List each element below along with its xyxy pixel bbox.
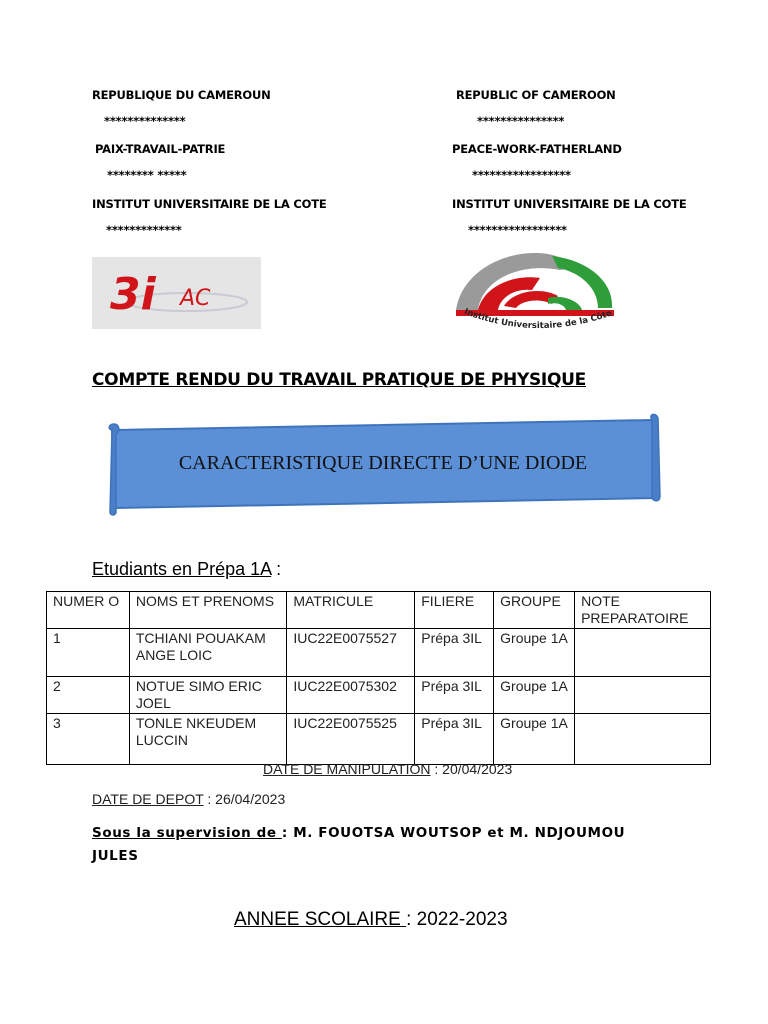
banner-title: CARACTERISTIQUE DIRECTE D’UNE DIODE [178, 452, 588, 474]
students-heading [92, 559, 281, 580]
table-cell: 1 [47, 629, 130, 677]
header-right-separator-1: *************** [477, 114, 565, 128]
table-cell: IUC22E0075302 [287, 677, 415, 714]
table-cell [575, 629, 711, 677]
manipulation-date [263, 761, 512, 777]
iuc-logo-text: Institut Universitaire de la Côte [462, 306, 614, 332]
header-right-motto: PEACE-WORK-FATHERLAND [452, 142, 622, 156]
students-heading-suffix: : [271, 559, 282, 579]
table-cell [575, 714, 711, 765]
header-right-separator-3: ***************** [468, 223, 567, 237]
header-right-institution: INSTITUT UNIVERSITAIRE DE LA COTE [452, 197, 687, 211]
depot-date-label: DATE DE DEPOT [92, 791, 204, 807]
column-header-note: NOTE PREPARATOIRE [575, 592, 711, 629]
table-cell: IUC22E0075527 [287, 629, 415, 677]
header-right-country: REPUBLIC OF CAMEROON [456, 88, 616, 102]
table-cell: Prépa 3IL [415, 677, 494, 714]
manipulation-date-value: : 20/04/2023 [430, 761, 513, 777]
depot-date-value: : 26/04/2023 [203, 791, 286, 807]
column-header-filiere: FILIERE [415, 592, 494, 629]
iuc-logo [448, 246, 618, 342]
header-left-separator-3: ************* [106, 223, 182, 237]
table-header-row [47, 592, 711, 629]
table-cell: TCHIANI POUAKAM ANGE LOIC [129, 629, 286, 677]
students-table [46, 591, 711, 765]
column-header-groupe: GROUPE [494, 592, 575, 629]
column-header-numero: NUMER O [47, 592, 130, 629]
academic-year-label: ANNEE SCOLAIRE [234, 909, 407, 930]
table-cell: IUC22E0075525 [287, 714, 415, 765]
header-left-separator-1: ************** [104, 114, 186, 128]
table-row [47, 677, 711, 714]
students-heading-label: Etudiants en Prépa 1A [92, 559, 272, 579]
table-cell: TONLE NKEUDEM LUCCIN [129, 714, 286, 765]
table-cell: Groupe 1A [494, 677, 575, 714]
supervision-label: Sous la supervision de [92, 825, 282, 841]
depot-date [92, 791, 285, 807]
academic-year-value: : 2022-2023 [406, 909, 508, 930]
table-cell: Groupe 1A [494, 714, 575, 765]
table-cell: Prépa 3IL [415, 629, 494, 677]
table-cell: 2 [47, 677, 130, 714]
manipulation-date-label: DATE DE MANIPULATION [263, 761, 431, 777]
header-left-country: REPUBLIQUE DU CAMEROUN [92, 88, 271, 102]
table-row [47, 714, 711, 765]
table-row [47, 629, 711, 677]
3iac-logo-text: 3i [110, 269, 156, 320]
table-cell: Groupe 1A [494, 629, 575, 677]
academic-year [234, 909, 508, 931]
supervision [92, 822, 672, 868]
column-header-matricule: MATRICULE [287, 592, 415, 629]
table-cell: NOTUE SIMO ERIC JOEL [129, 677, 286, 714]
report-title: COMPTE RENDU DU TRAVAIL PRATIQUE DE PHYSIQUE [92, 370, 586, 390]
header-left-institution: INSTITUT UNIVERSITAIRE DE LA COTE [92, 197, 327, 211]
3iac-logo [92, 257, 261, 329]
table-cell: Prépa 3IL [415, 714, 494, 765]
supervision-value: : M. FOUOTSA WOUTSOP et M. NDJOUMOU JULES [92, 825, 626, 864]
table-cell [575, 677, 711, 714]
table-cell: 3 [47, 714, 130, 765]
column-header-noms: NOMS ET PRENOMS [129, 592, 286, 629]
header-left-separator-2: ******** ***** [107, 168, 187, 182]
header-left-motto: PAIX-TRAVAIL-PATRIE [95, 142, 226, 156]
header-right-separator-2: ***************** [472, 168, 571, 182]
3iac-logo-suffix: AC [180, 286, 211, 311]
